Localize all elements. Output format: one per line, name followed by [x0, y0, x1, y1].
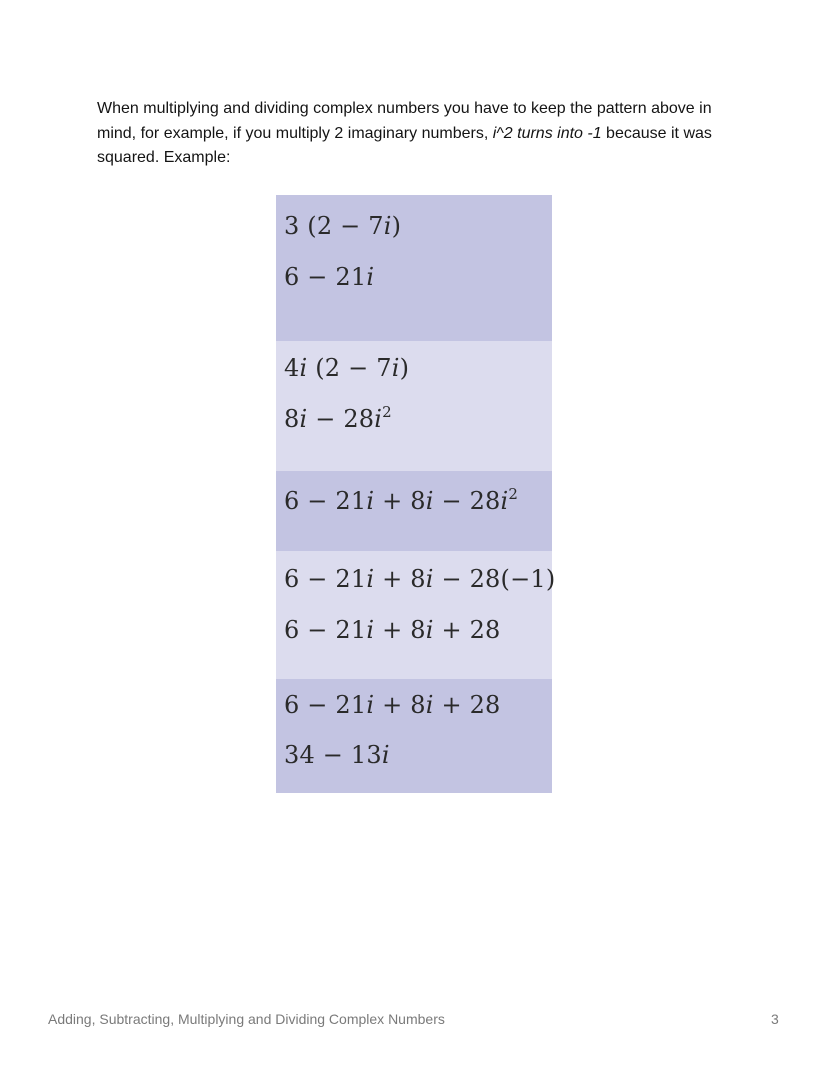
math-line: $6 - 21i + 8i - 28i^2$ — [284, 485, 519, 515]
paragraph-italic: i^2 turns into -1 — [492, 124, 602, 142]
math-line: 3 (2 − 7i) — [284, 212, 402, 240]
math-step-4 — [276, 551, 556, 679]
math-step-2 — [276, 341, 552, 471]
math-example-box — [276, 195, 556, 793]
math-line: 4i (2 − 7i) — [284, 354, 410, 382]
math-line: 6 − 21i + 8i − 28(−1) — [284, 565, 556, 593]
math-step-3 — [276, 471, 552, 551]
math-line: 34 − 13i — [284, 741, 390, 769]
math-step-1 — [276, 195, 552, 341]
paragraph-text-end: because it was squared. Example: — [97, 124, 712, 166]
math-line: 6 − 21i — [284, 263, 375, 291]
math-line: 6 − 21i + 8i + 28 — [284, 616, 501, 644]
paragraph-text: When multiplying and dividing complex numbers you have to keep the pattern above in mind, for example, if you multiply 2 imaginary numbers, — [97, 100, 712, 142]
math-line: $8i - 28i^2$ — [284, 403, 392, 433]
footer-title: Adding, Subtracting, Multiplying and Dividing Complex Numbers — [48, 1011, 445, 1027]
math-step-5 — [276, 679, 552, 793]
body-paragraph — [97, 97, 737, 171]
math-line: 6 − 21i + 8i + 28 — [284, 691, 501, 719]
page-number: 3 — [771, 1011, 779, 1027]
